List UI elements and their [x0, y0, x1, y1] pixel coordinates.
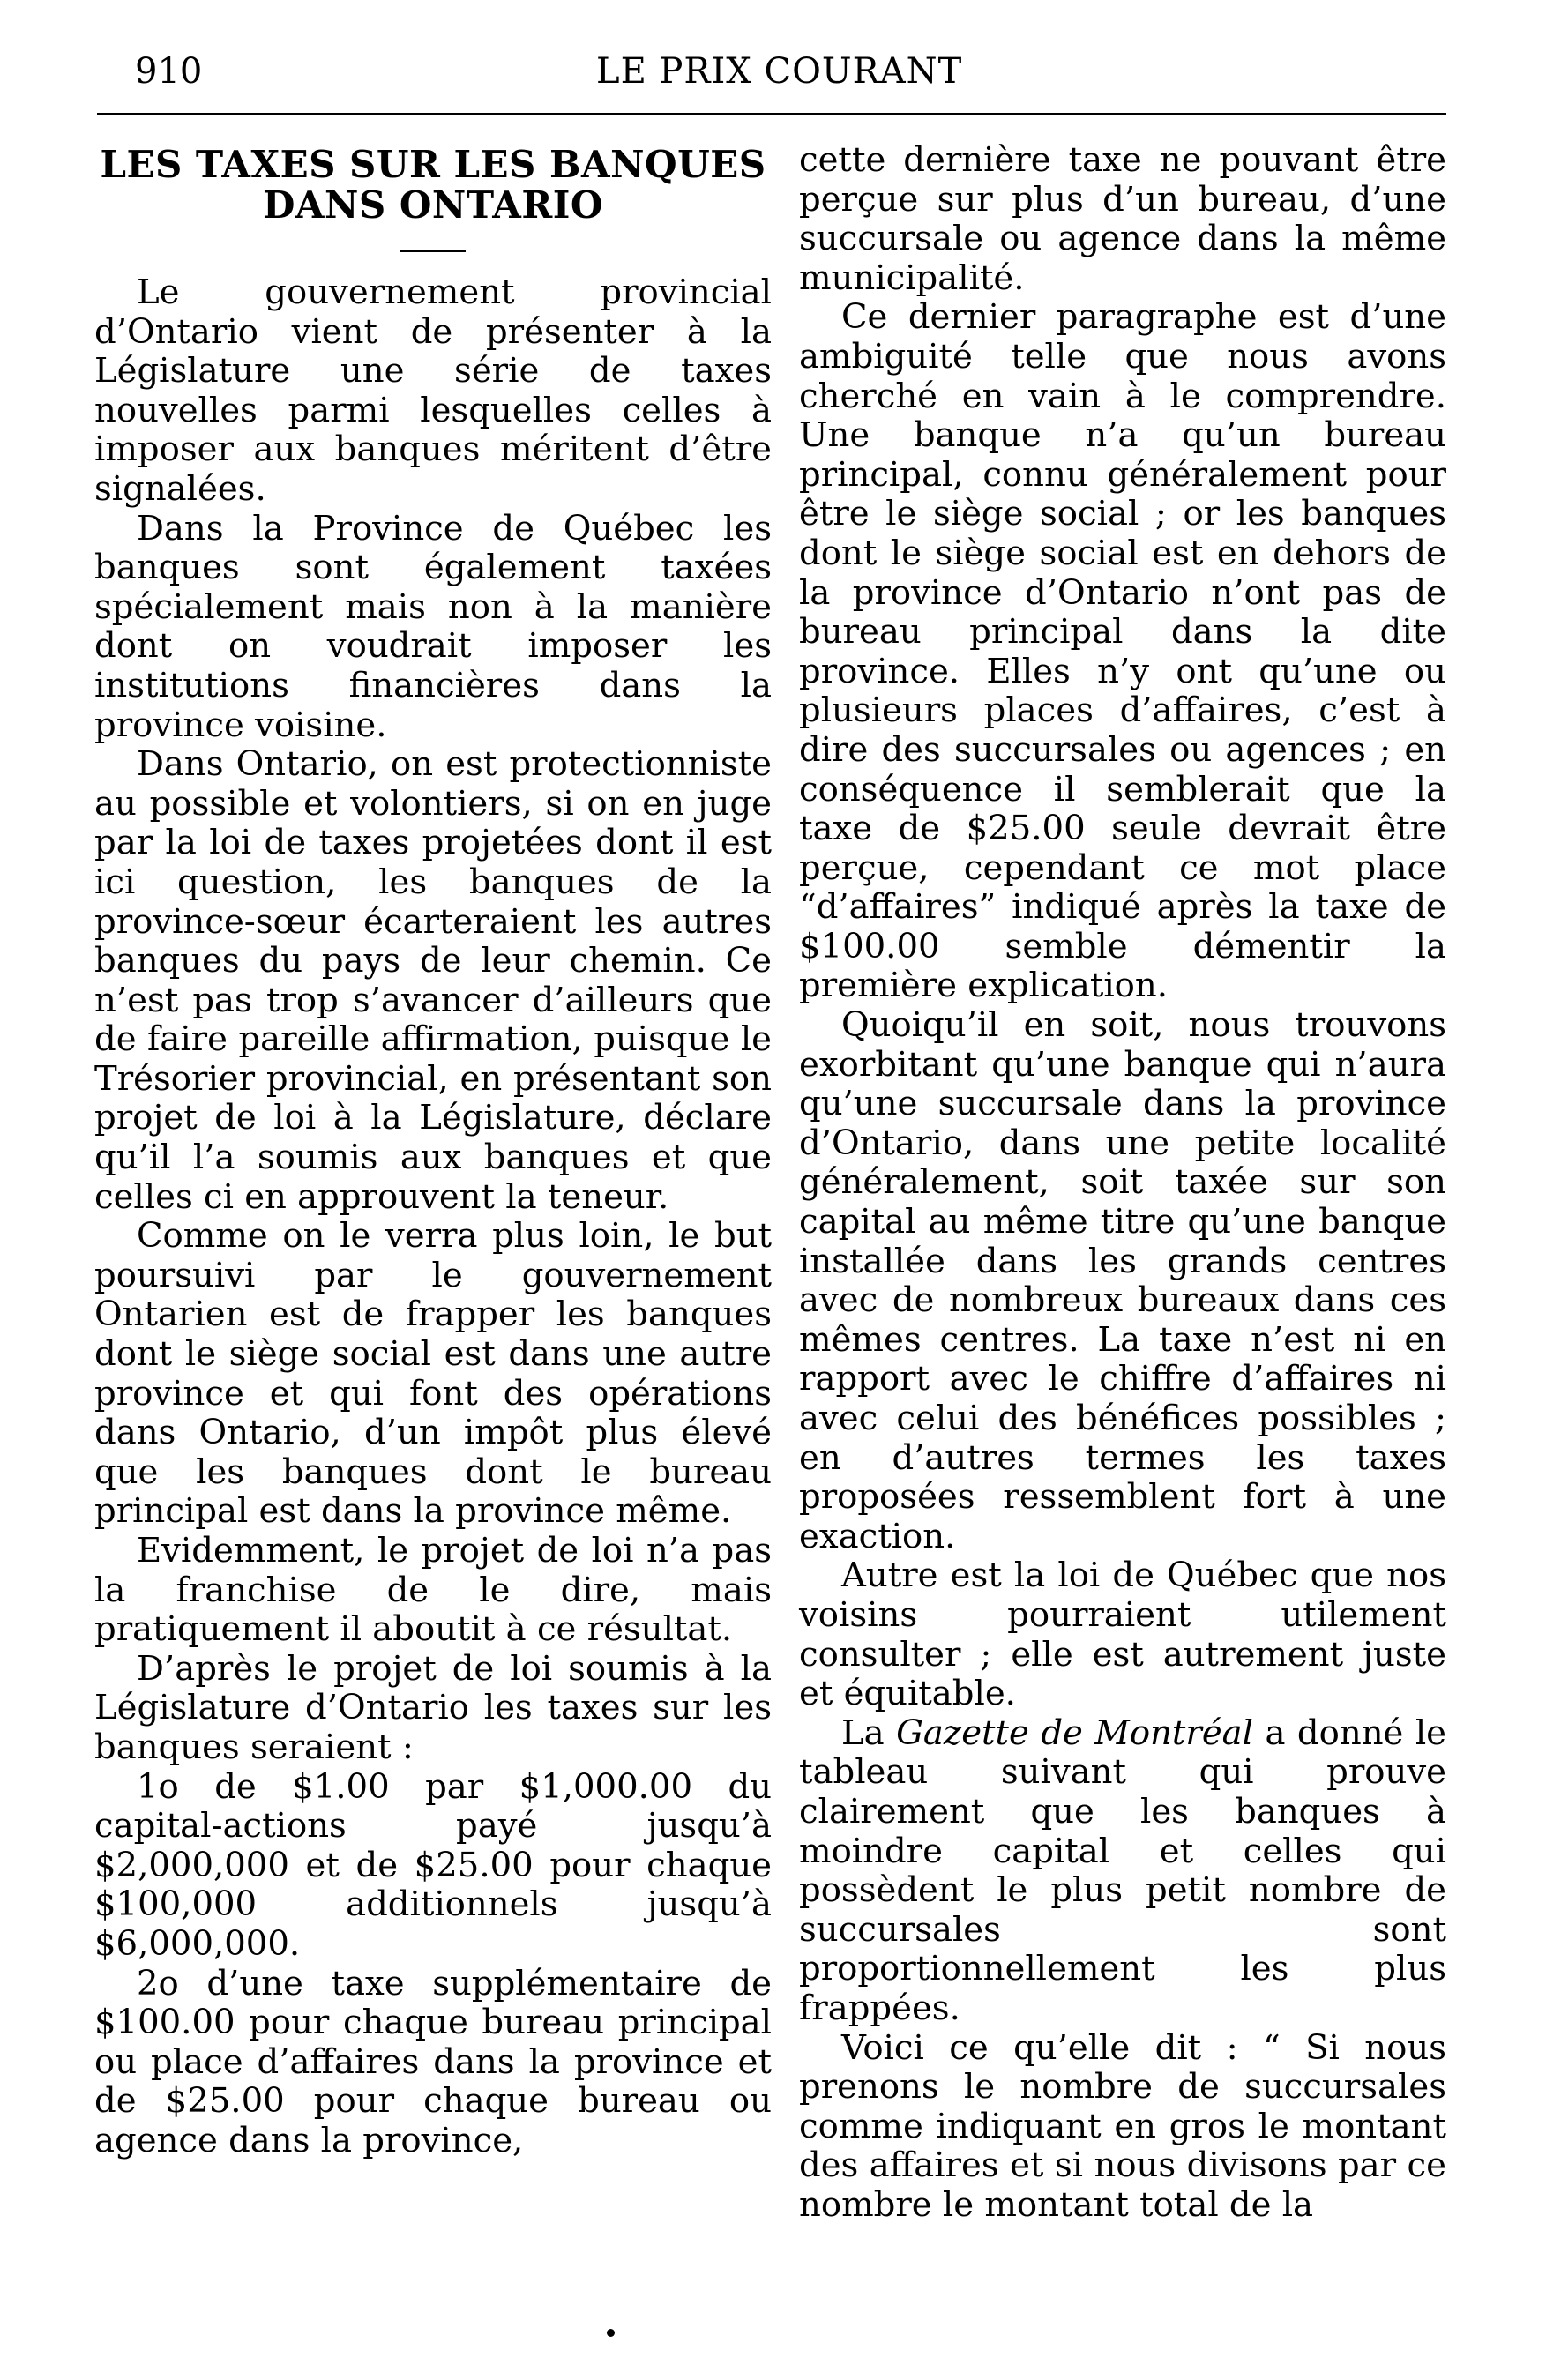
- paragraph: Dans la Province de Québec les banques sont également taxées spécialement mais non à la manière dont on voudrait imposer les institutions financières dans la province voisine.: [94, 508, 772, 745]
- paragraph: Quoiqu’il en soit, nous trouvons exorbitant qu’une banque qui n’aura qu’une succursale dans la province d’Ontario, dans une petite localité généralement, soit taxée sur son capital au même titre qu’une banque installée dans les grands centres avec de nombreux bureaux dans ces mêmes centres. La taxe n’est ni en rapport avec le chiffre d’affaires ni avec celui des bénéfices possibles ; en d’autres termes les taxes proposées ressemblent fort à une exaction.: [799, 1005, 1446, 1556]
- paragraph: Voici ce qu’elle dit : “ Si nous prenons le nombre de succursales comme indiquant en gros le montant des affaires et si nous divisons par ce nombre le montant total de la: [799, 2027, 1446, 2225]
- article-title: [94, 145, 772, 226]
- paragraph: Le gouvernement provincial d’Ontario vient de présenter à la Législature une série de taxes nouvelles parmi lesquelles celles à imposer aux banques méritent d’être signalées.: [94, 272, 772, 509]
- paragraph: D’après le projet de loi soumis à la Législature d’Ontario les taxes sur les banques seraient :: [94, 1648, 772, 1767]
- right-column: [799, 141, 1446, 2225]
- paragraph: 2o d’une taxe supplémentaire de $100.00 pour chaque bureau principal ou place d’affaires dans la province et de $25.00 pour chaque bureau ou agence dans la province,: [94, 1963, 772, 2160]
- paragraph: Evidemment, le projet de loi n’a pas la franchise de le dire, mais pratiquement il aboutit à ce résultat.: [94, 1531, 772, 1650]
- text-run: a donné le tableau suivant qui prouve clairement que les banques à moindre capital et celles qui possèdent le plus petit nombre de succursales sont proportionnellement les plus frappées.: [799, 1712, 1446, 2028]
- paragraph: Comme on le verra plus loin, le but poursuivi par le gouvernement Ontarien est de frapper les banques dont le siège social est dans une autre province et qui font des opérations dans Ontario, d’un impôt plus élevé que les banques dont le bureau principal est dans la province même.: [94, 1216, 772, 1532]
- page-header: [0, 42, 1546, 104]
- paragraph: Dans Ontario, on est protectionniste au possible et volontiers, si on en juge par la loi de taxes projetées dont il est ici question, les banques de la province-sœur écarteraient les autres banques du pays de leur chemin. Ce n’est pas trop s’avancer d’ailleurs que de faire pareille affirmation, puisque le Trésorier provincial, en présentant son projet de loi à la Législature, déclare qu’il l’a soumis aux banques et que celles ci en approuvent la teneur.: [94, 744, 772, 1217]
- paragraph: [799, 1714, 1446, 2029]
- header-rule: [97, 113, 1446, 115]
- bullet-mark: [607, 2329, 615, 2337]
- left-column: [94, 141, 772, 2161]
- page-number: 910: [135, 51, 203, 92]
- paragraph: Autre est la loi de Québec que nos voisins pourraient utilement consulter ; elle est autrement juste et équitable.: [799, 1556, 1446, 1714]
- text-run: La: [841, 1712, 897, 1753]
- title-rule: [400, 250, 466, 252]
- article-title-line-2: DANS ONTARIO: [262, 183, 603, 227]
- paragraph: 1o de $1.00 par $1,000.00 du capital-actions payé jusqu’à $2,000,000 et de $25.00 pour chaque $100,000 additionnels jusqu’à $6,000,000.: [94, 1766, 772, 1964]
- article-title-line-1: LES TAXES SUR LES BANQUES: [100, 143, 766, 186]
- paragraph: Ce dernier paragraphe est d’une ambiguité telle que nous avons cherché en vain à le comprendre. Une banque n’a qu’un bureau principal, connu généralement pour être le siège social ; or les banques dont le siège social est en dehors de la province d’Ontario n’ont pas de bureau principal dans la dite province. Elles n’y ont qu’une ou plusieurs places d’affaires, c’est à dire des succursales ou agences ; en conséquence il semblerait que la taxe de $25.00 seule devrait être perçue, cependant ce mot place “d’affaires” indiqué après la taxe de $100.00 semble démentir la première explication.: [799, 297, 1446, 1006]
- newspaper-name: Gazette de Montréal: [896, 1712, 1254, 1753]
- paragraph-continued: cette dernière taxe ne pouvant être perçue sur plus d’un bureau, d’une succursale ou agence dans la même municipalité.: [799, 140, 1446, 298]
- running-title: LE PRIX COURANT: [596, 51, 963, 92]
